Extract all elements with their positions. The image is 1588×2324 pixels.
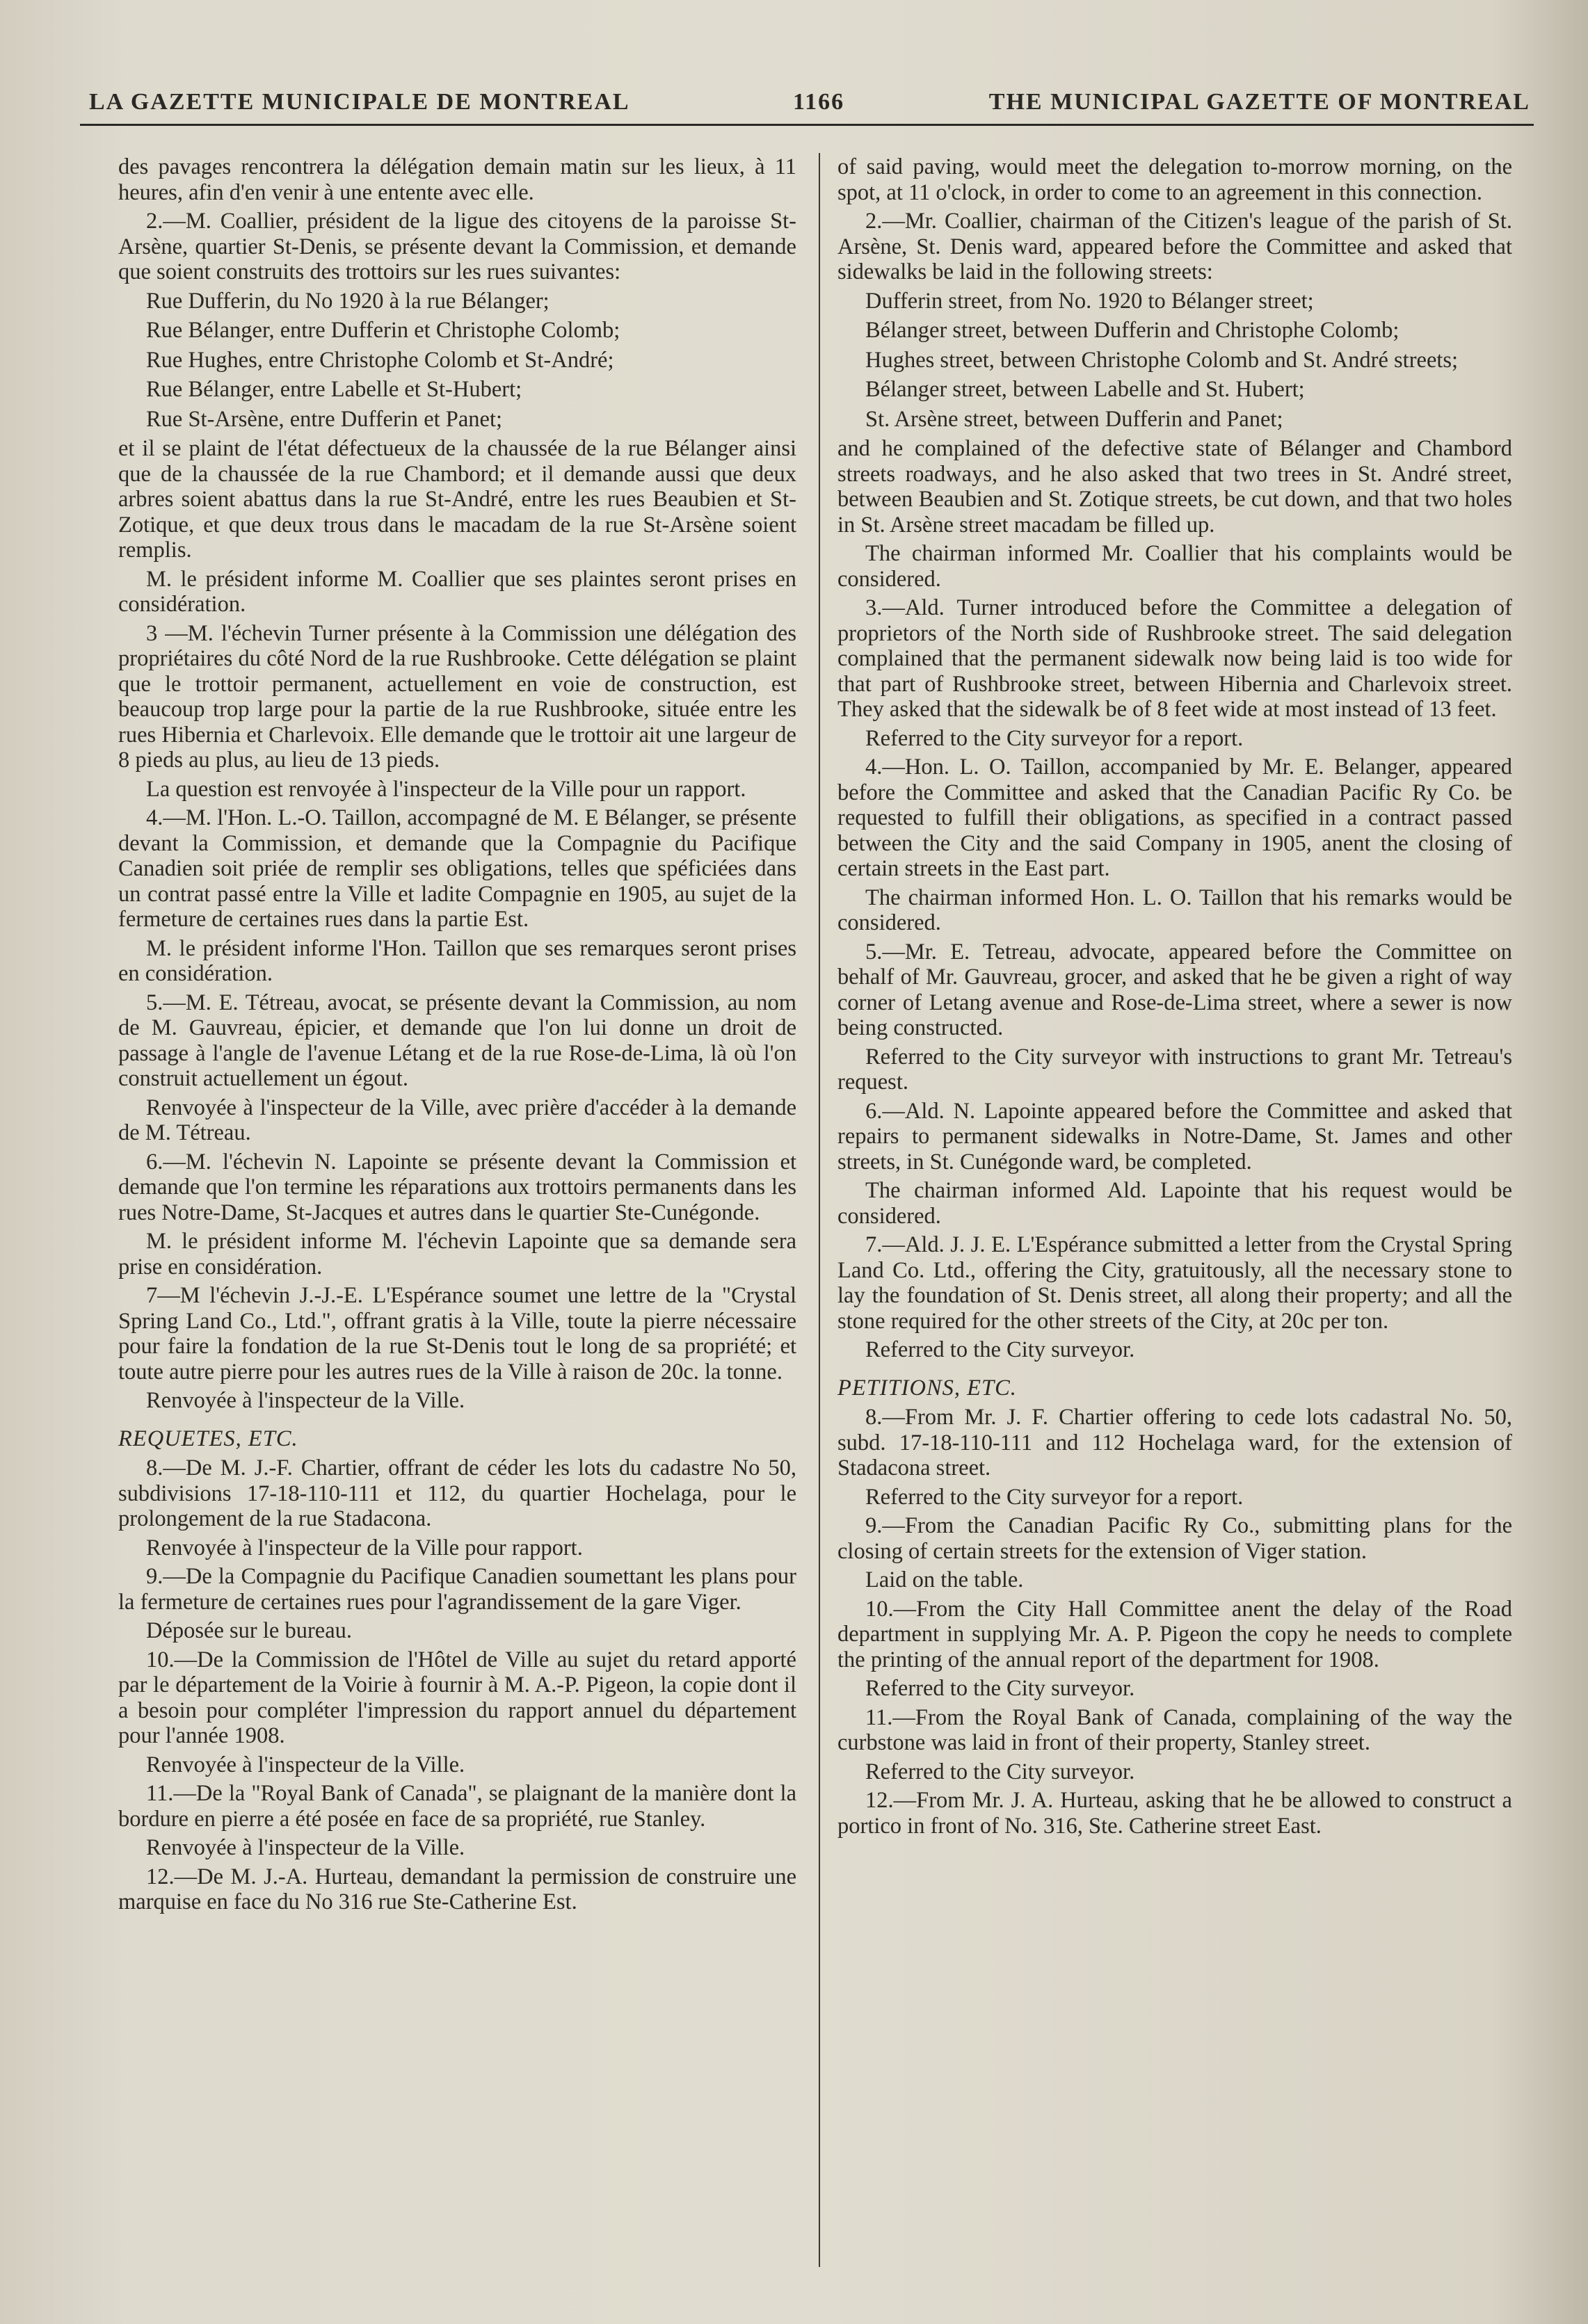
paragraph: et il se plaint de l'état défectueux de la chaussée de la rue Bélanger ainsi que de la chaussée de la rue Chambord; et il demande aussi que deux arbres soient abattus dans la rue St-André, entre les rues Beaubien et St-Zotique, et que deux trous dans le macadam de la rue St-Arsène soient remplis. — [118, 436, 796, 563]
paragraph: 6.—Ald. N. Lapointe appeared before the Committee and asked that repairs to permanent sidewalks in Notre-Dame, St. James and other streets, in St. Cunégonde ward, be completed. — [837, 1098, 1512, 1175]
paragraph: 5.—Mr. E. Tetreau, advocate, appeared before the Committee on behalf of Mr. Gauvreau, grocer, and asked that he be given a right of way corner of Letang avenue and Rose-de-Lima street, where a sewer is now being constructed. — [837, 939, 1512, 1040]
paragraph: 6.—M. l'échevin N. Lapointe se présente devant la Commission et demande que l'on termine les réparations aux trottoirs permanents dans les rues Notre-Dame, St-Jacques et autres dans le quartier Ste-Cunégonde. — [118, 1149, 796, 1225]
paragraph: Referred to the City surveyor. — [865, 1676, 1135, 1701]
paragraph: Renvoyée à l'inspecteur de la Ville, avec prière d'accéder à la demande de M. Tétreau. — [118, 1095, 796, 1145]
header-rule — [80, 124, 1534, 126]
paragraph: The chairman informed Hon. L. O. Taillon that his remarks would be considered. — [837, 885, 1512, 935]
paragraph: La question est renvoyée à l'inspecteur de la Ville pour un rapport. — [146, 776, 746, 802]
paragraph: Renvoyée à l'inspecteur de la Ville. — [146, 1752, 465, 1777]
paragraph: 11.—From the Royal Bank of Canada, complaining of the way the curbstone was laid in front of their property, Stanley street. — [837, 1704, 1512, 1755]
street-item: Rue Bélanger, entre Dufferin et Christophe Colomb; — [146, 318, 620, 343]
street-item: Bélanger street, between Dufferin and Christophe Colomb; — [865, 318, 1399, 343]
english-column — [837, 154, 1512, 1842]
paragraph: Déposée sur le bureau. — [146, 1618, 352, 1643]
paragraph: 2.—M. Coallier, président de la ligue des citoyens de la paroisse St-Arsène, quartier St-Denis, se présente devant la Commission, et demande que soient construits des trottoirs sur les rues suivantes: — [118, 209, 796, 284]
page-number: 1166 — [793, 89, 845, 115]
street-item: Rue Hughes, entre Christophe Colomb et St-André; — [146, 347, 614, 373]
street-item: Rue St-Arsène, entre Dufferin et Panet; — [146, 406, 503, 432]
paragraph: Renvoyée à l'inspecteur de la Ville pour rapport. — [146, 1535, 583, 1560]
street-item: Hughes street, between Christophe Colomb and St. André streets; — [865, 347, 1459, 373]
paragraph: 7.—Ald. J. J. E. L'Espérance submitted a letter from the Crystal Spring Land Co. Ltd., offering the City, gratuitously, all the necessary stone to lay the foundation of St. Denis street, all along their property; and all the stone required for the other streets of the City, at 20c per ton. — [837, 1232, 1512, 1334]
paragraph: 12.—De M. J.-A. Hurteau, demandant la permission de construire une marquise en face du No 316 rue Ste-Catherine Est. — [118, 1864, 796, 1914]
paragraph: 10.—De la Commission de l'Hôtel de Ville au sujet du retard apporté par le département de la Voirie à fournir à M. A.-P. Pigeon, la copie dont il a besoin pour compléter l'impression du rapport annuel du département pour l'année 1908. — [118, 1647, 796, 1748]
street-item: Dufferin street, from No. 1920 to Bélanger street; — [865, 288, 1314, 314]
paragraph: Renvoyée à l'inspecteur de la Ville. — [146, 1388, 465, 1413]
paragraph: of said paving, would meet the delegation to-morrow morning, on the spot, at 11 o'clock, in order to come to an agreement in this connection. — [837, 154, 1512, 205]
paragraph: M. le président informe l'Hon. Taillon que ses remarques seront prises en considération. — [118, 935, 796, 986]
paragraph: 3.—Ald. Turner introduced before the Committee a delegation of proprietors of the North side of Rushbrooke street. The said delegation complained that the permanent sidewalk now being laid is too wide for that part of Rushbrooke street, between Hibernia and Charlevoix street. They asked that the sidewalk be of 8 feet wide at most instead of 13 feet. — [837, 595, 1512, 722]
paragraph: 11.—De la "Royal Bank of Canada", se plaignant de la manière dont la bordure en pierre a été posée en face de sa propriété, rue Stanley. — [118, 1781, 796, 1832]
paragraph: 12.—From Mr. J. A. Hurteau, asking that he be allowed to construct a portico in front of No. 316, Ste. Catherine street East. — [837, 1788, 1512, 1839]
paragraph: 8.—De M. J.-F. Chartier, offrant de céder les lots du cadastre No 50, subdivisions 17-18-110-111 et 112, du quartier Hochelaga, pour le prolongement de la rue Stadacona. — [118, 1455, 796, 1531]
street-item: St. Arsène street, between Dufferin and Panet; — [865, 406, 1283, 432]
street-item: Rue Dufferin, du No 1920 à la rue Bélanger; — [146, 288, 550, 314]
paragraph: Laid on the table. — [865, 1567, 1024, 1592]
paragraph: M. le président informe M. Coallier que ses plaintes seront prises en considération. — [118, 566, 796, 617]
paragraph: des pavages rencontrera la délégation demain matin sur les lieux, à 11 heures, afin d'en venir à une entente avec elle. — [118, 154, 796, 205]
paragraph: 7—M l'échevin J.-J.-E. L'Espérance soumet une lettre de la "Crystal Spring Land Co., Ltd.", offrant gratis à la Ville, toute la pierre nécessaire pour faire la fondation de la rue St-Denis tout le long de sa propriété; et toute autre pierre pour les autres rues de la Ville à raison de 20c. la tonne. — [118, 1283, 796, 1385]
header-title-english: THE MUNICIPAL GAZETTE OF MONTREAL — [988, 89, 1530, 115]
paragraph: 9.—From the Canadian Pacific Ry Co., submitting plans for the closing of certain streets for the extension of Viger station. — [837, 1513, 1512, 1564]
street-item: Bélanger street, between Labelle and St. Hubert; — [865, 377, 1305, 402]
paragraph: 4.—M. l'Hon. L.-O. Taillon, accompagné de M. E Bélanger, se présente devant la Commission, et demande que la Compagnie du Pacifique Canadien soit priée de remplir ses obligations, telles que spéficiées dans un contrat passé entre la Ville et ladite Compagnie en 1905, au sujet de la fermeture de certaines rues dans la partie Est. — [118, 805, 796, 932]
column-divider — [819, 153, 820, 2267]
header-title-french: LA GAZETTE MUNICIPALE DE MONTREAL — [89, 89, 630, 115]
section-heading: PETITIONS, ETC. — [837, 1375, 1017, 1401]
paragraph: 4.—Hon. L. O. Taillon, accompanied by Mr. E. Belanger, appeared before the Committee and asked that the Canadian Pacific Ry Co. be requested to fulfill their obligations, as specified in a contract passed between the City and the said Company in 1905, anent the closing of certain streets in the East part. — [837, 755, 1512, 881]
section-heading: REQUETES, ETC. — [118, 1426, 298, 1451]
paragraph: Referred to the City surveyor for a report. — [865, 725, 1244, 751]
paragraph: and he complained of the defective state of Bélanger and Chambord streets roadways, and he also asked that two trees in St. André street, between Beaubien and St. Zotique streets, be cut down, and that two holes in St. Arsène street macadam be filled up. — [837, 436, 1512, 538]
french-column — [118, 154, 796, 1919]
street-item: Rue Bélanger, entre Labelle et St-Hubert; — [146, 377, 522, 402]
paragraph: Referred to the City surveyor. — [865, 1337, 1135, 1362]
paragraph: Referred to the City surveyor for a report. — [865, 1484, 1244, 1510]
paragraph: M. le président informe M. l'échevin Lapointe que sa demande sera prise en considération. — [118, 1229, 796, 1280]
paragraph: The chairman informed Ald. Lapointe that his request would be considered. — [837, 1178, 1512, 1229]
paragraph: 8.—From Mr. J. F. Chartier offering to cede lots cadastral No. 50, subd. 17-18-110-111 and 112 Hochelaga ward, for the extension of Stadacona street. — [837, 1405, 1512, 1480]
paragraph: 9.—De la Compagnie du Pacifique Canadien soumettant les plans pour la fermeture de certaines rues pour l'agrandissement de la gare Viger. — [118, 1564, 796, 1615]
paragraph: Referred to the City surveyor. — [865, 1759, 1135, 1784]
paragraph: 10.—From the City Hall Committee anent the delay of the Road department in supplying Mr. A. P. Pigeon the copy he needs to complete the printing of the annual report of the department for 1908. — [837, 1596, 1512, 1672]
paragraph: Referred to the City surveyor with instructions to grant Mr. Tetreau's request. — [837, 1044, 1512, 1095]
paragraph: 3 —M. l'échevin Turner présente à la Commission une délégation des propriétaires du côté Nord de la rue Rushbrooke. Cette délégation se plaint que le trottoir permanent, actuellement en voie de construction, est beaucoup trop large pour la partie de la rue Rushbrooke, située entre les rues Hibernia et Charlevoix. Elle demande que le trottoir ait une largeur de 8 pieds au plus, au lieu de 13 pieds. — [118, 620, 796, 773]
paragraph: 5.—M. E. Tétreau, avocat, se présente devant la Commission, au nom de M. Gauvreau, épicier, et demande que l'on lui donne un droit de passage à l'angle de l'avenue Létang et de la rue Rose-de-Lima, là où l'on construit actuellement un égout. — [118, 990, 796, 1091]
paragraph: Renvoyée à l'inspecteur de la Ville. — [146, 1835, 465, 1860]
paragraph: 2.—Mr. Coallier, chairman of the Citizen's league of the parish of St. Arsène, St. Denis ward, appeared before the Committee and asked that sidewalks be laid in the following streets: — [837, 209, 1512, 284]
paragraph: The chairman informed Mr. Coallier that his complaints would be considered. — [837, 541, 1512, 592]
